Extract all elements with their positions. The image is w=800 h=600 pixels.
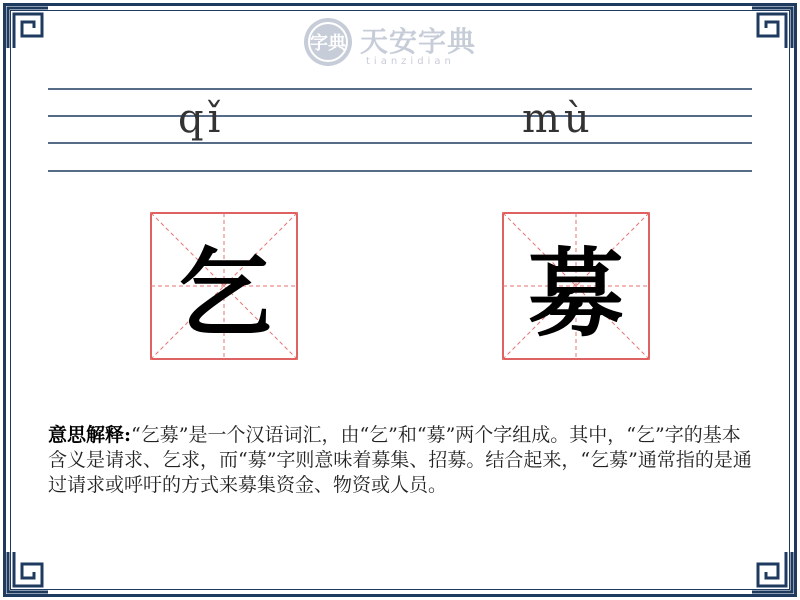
corner-ornament-top-left: [6, 6, 50, 50]
pinyin-first: qǐ: [178, 96, 225, 142]
character-second: 募: [528, 236, 624, 350]
brand-name: 天安字典: [360, 25, 477, 58]
pinyin-second: mù: [522, 96, 594, 142]
explanation-paragraph: [48, 423, 752, 498]
brand-seal-text: 字典: [310, 33, 346, 54]
character-box-first: [150, 212, 298, 360]
explanation-label: 意思解释:: [48, 424, 132, 446]
explanation-text: “乞募”是一个汉语词汇，由“乞”和“募”两个字组成。其中，“乞”字的基本含义是请求、乞求，而“募”字则意味着募集、招募。结合起来，“乞募”通常指的是通过请求或呼吁的方式来募集资金、物资或人员。: [48, 424, 752, 496]
character-box-second: [502, 212, 650, 360]
character-first: 乞: [176, 236, 272, 350]
pinyin-staff-lines: [48, 88, 752, 174]
brand-logo: [302, 14, 502, 70]
brand-seal-icon: [302, 16, 354, 68]
corner-ornament-top-right: [750, 6, 794, 50]
corner-ornament-bottom-right: [750, 550, 794, 594]
corner-ornament-bottom-left: [6, 550, 50, 594]
brand-subtitle: tianzidian: [366, 56, 455, 67]
